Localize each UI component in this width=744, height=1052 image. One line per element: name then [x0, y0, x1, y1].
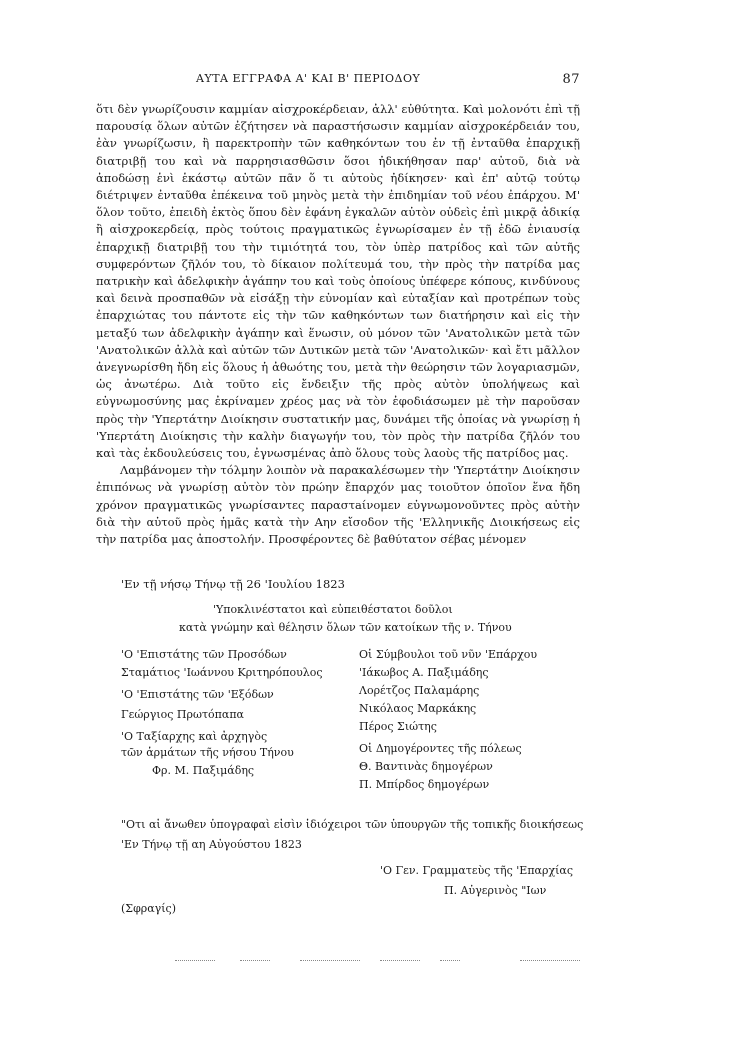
attestation-signer-name: Π. Αὐγερινὸς "Ιων [444, 884, 547, 897]
header-title: ΑΥΤΑ ΕΓΓΡΑΦΑ Α' ΚΑΙ Β' ΠΕΡΙΟΔΟΥ [196, 72, 421, 85]
paragraph: Λαμβάνομεν τὴν τόλμην λοιπὸν νὰ παρακαλέσωμεν τὴν 'Υπερτάτην Διοίκησιν ἐπιπόνως νὰ γνωρίσῃ αὐτὸν τὸν πρώην ἔπαρχόν μας τοιοῦτον ὁποῖον ἕνα ἤδη χρόνον πραγματικῶς γνωρίσαντες παραστaίνομεν εὐγνωμονοῦντες πρὸς αὐτὴν διὰ τὴν αὐτοῦ πρὸς ἡμᾶς κατὰ τὴν Αην εἴσοδον τῆς 'Ελληνικῆς Διοικήσεως εἰς τὴν πατρίδα μας ἀποστολήν. Προσφέροντες δὲ βαθύτατον σέβας μένομεν [96, 463, 580, 547]
subscription-line: 'Υποκλινέστατοι καὶ εὐπειθέστατοι δοῦλοι [213, 603, 453, 616]
scan-artifact [440, 960, 460, 962]
signature-name: Φρ. Μ. Παξιμάδης [152, 764, 255, 777]
signature-title: 'Ο Ταξίαρχης καὶ ἀρχηγὸς [121, 730, 268, 743]
body-text [96, 101, 580, 548]
running-header [96, 72, 580, 92]
signature-name: Λορέτζος Παλαμάρης [359, 684, 480, 697]
signature-title: τῶν ἁρμάτων τῆς νήσου Τήνου [121, 746, 294, 759]
attestation-signer-title: 'Ο Γεν. Γραμματεὺς τῆς 'Επαρχίας [380, 864, 574, 877]
signature-name: Νικόλαος Μαρκάκης [359, 702, 477, 715]
attestation-date: 'Εν Τήνῳ τῇ αη Αὐγούστου 1823 [121, 838, 302, 851]
signature-title: 'Ο 'Επιστάτης τῶν Προσόδων [121, 648, 287, 661]
signature-name: Σταμάτιος 'Ιωάννου Κριτηρόπουλος [121, 666, 323, 679]
signature-title: Οἱ Σύμβουλοι τοῦ νῦν 'Επάρχου [359, 648, 538, 661]
signature-title: 'Ο 'Επιστάτης τῶν 'Εξόδων [121, 688, 274, 701]
signature-name: Πέρος Σιώτης [359, 720, 437, 733]
signature-name: 'Ιάκωβος Α. Παξιμάδης [359, 666, 489, 679]
scan-artifact [300, 960, 360, 962]
signature-name: Γεώργιος Πρωτόπαπα [121, 708, 244, 721]
signature-name: Θ. Βαντινὰς δημογέρων [359, 760, 493, 773]
paragraph: ὅτι δὲν γνωρίζουσιν καμμίαν αἰσχροκέρδειαν, ἀλλ' εὐθύτητα. Καὶ μολονότι ἐπὶ τῇ παρουσίᾳ ὅλων αὐτῶν ἐζήτησεν νὰ παραστήσωσιν καμμίαν αἰσχροκέρδειάν του, ἐὰν γνωρίζωσιν, ἢ παρεκτροπὴν τῶν καθηκόντων του ἐν τῇ ἐνταῦθα ἐπαρχικῇ διατριβῇ του καὶ νὰ παρρησιασθῶσιν ὅσοι ἠδικήθησαν παρ' αὐτοῦ, διὰ νὰ ἀποδώσῃ ἑνὶ ἑκάστῳ αὐτῶν πᾶν ὅ τι αὐτοὺς ἠδίκησεν· καὶ ἐπ' αὐτῷ τούτῳ διέτριψεν ἐνταῦθα ἐπέκεινα τοῦ μηνὸς μετὰ τὴν ἐπιδημίαν τοῦ νέου ἐπάρχου. Μ' ὅλον τοῦτο, ἐπειδὴ ἐκτὸς ὅπου δὲν ἐφάνη ἐγκαλῶν αὐτὸν οὐδεὶς ἐπὶ μικρᾷ ἀδικίᾳ ἢ αἰσχροκερδείᾳ, πρὸς τούτοις πραγματικῶς ἐγνωρίσαμεν ἐν τῇ ἐδῶ ἐνιαυσίᾳ ἐπαρχικῇ διατριβῇ του τὴν τιμιότητά του, τὸν ὑπὲρ πατρίδος καὶ τῶν αὐτῆς συμφερόντων ζῆλόν του, τὸ δίκαιον πολίτευμά του, τὴν πρὸς τὴν πατρίδα μας πατρικὴν καὶ ἀδελφικὴν ἀγάπην του καὶ τοὺς ὁποίους ὑπέφερε κόπους, κινδύνους καὶ δεινὰ προσπαθῶν νὰ εἰσάξῃ τὴν εὐνομίαν καὶ εὐταξίαν καὶ προτρέπων τοὺς ἐπαρχιώτας του πάντοτε εἰς τὴν τῶν καθηκόντων των διατήρησιν καὶ εἰς τὴν μεταξύ των ἀδελφικὴν ἀγάπην καὶ ἕνωσιν, οὐ μόνον τῶν 'Ανατολικῶν μετὰ τῶν 'Ανατολικῶν ἀλλὰ καὶ αὐτῶν τῶν Δυτικῶν μετὰ τῶν 'Ανατολικῶν· καὶ ἔτι μᾶλλον ἀνεγνωρίσθη ἤδη εἰς ὅλους ἡ ἀθωότης του, μετὰ τὴν θεώρησιν τῶν λογαριασμῶν, ὡς ἀνωτέρω. Διὰ τοῦτο εἰς ἔνδειξιν τῆς πρὸς αὐτὸν ὑπολήψεως καὶ εὐγνωμοσύνης μας ἐκρίναμεν χρέος μας νὰ τὸν ἐφοδιάσωμεν μὲ τὴν παροῦσαν πρὸς τὴν 'Υπερτάτην Διοίκησιν συστατικήν μας, δυνάμει τῆς ὁποίας νὰ γνωρίσῃ ἡ 'Υπερτάτη Διοίκησις τὴν καλὴν διαγωγήν του, τὸν πρὸς τὴν πατρίδα ζῆλόν του καὶ τὰς ἐκδουλεύσεις του, ἐγνωσμένας ἀπὸ ὅλους τοὺς λαοὺς τῆς πατρίδος μας. [96, 102, 580, 461]
signature-name: Π. Μπίρδος δημογέρων [359, 778, 490, 791]
scan-artifact [380, 960, 420, 962]
date-line: 'Εν τῇ νήσῳ Τήνῳ τῇ 26 'Ιουλίου 1823 [121, 577, 345, 591]
scan-artifact [520, 960, 580, 962]
seal-note: (Σφραγίς) [121, 902, 177, 915]
attestation-line: "Οτι αἱ ἄνωθεν ὑπογραφαὶ εἰσὶν ἰδιόχειροι τῶν ὑπουργῶν τῆς τοπικῆς διοικήσεως [121, 818, 584, 831]
subscription-line: κατὰ γνώμην καὶ θέλησιν ὅλων τῶν κατοίκων τῆς ν. Τήνου [179, 621, 512, 634]
page-number: 87 [562, 72, 580, 87]
scan-artifact [175, 960, 215, 962]
signature-title: Οἱ Δημογέροντες τῆς πόλεως [359, 742, 522, 755]
scan-artifact [240, 960, 270, 962]
